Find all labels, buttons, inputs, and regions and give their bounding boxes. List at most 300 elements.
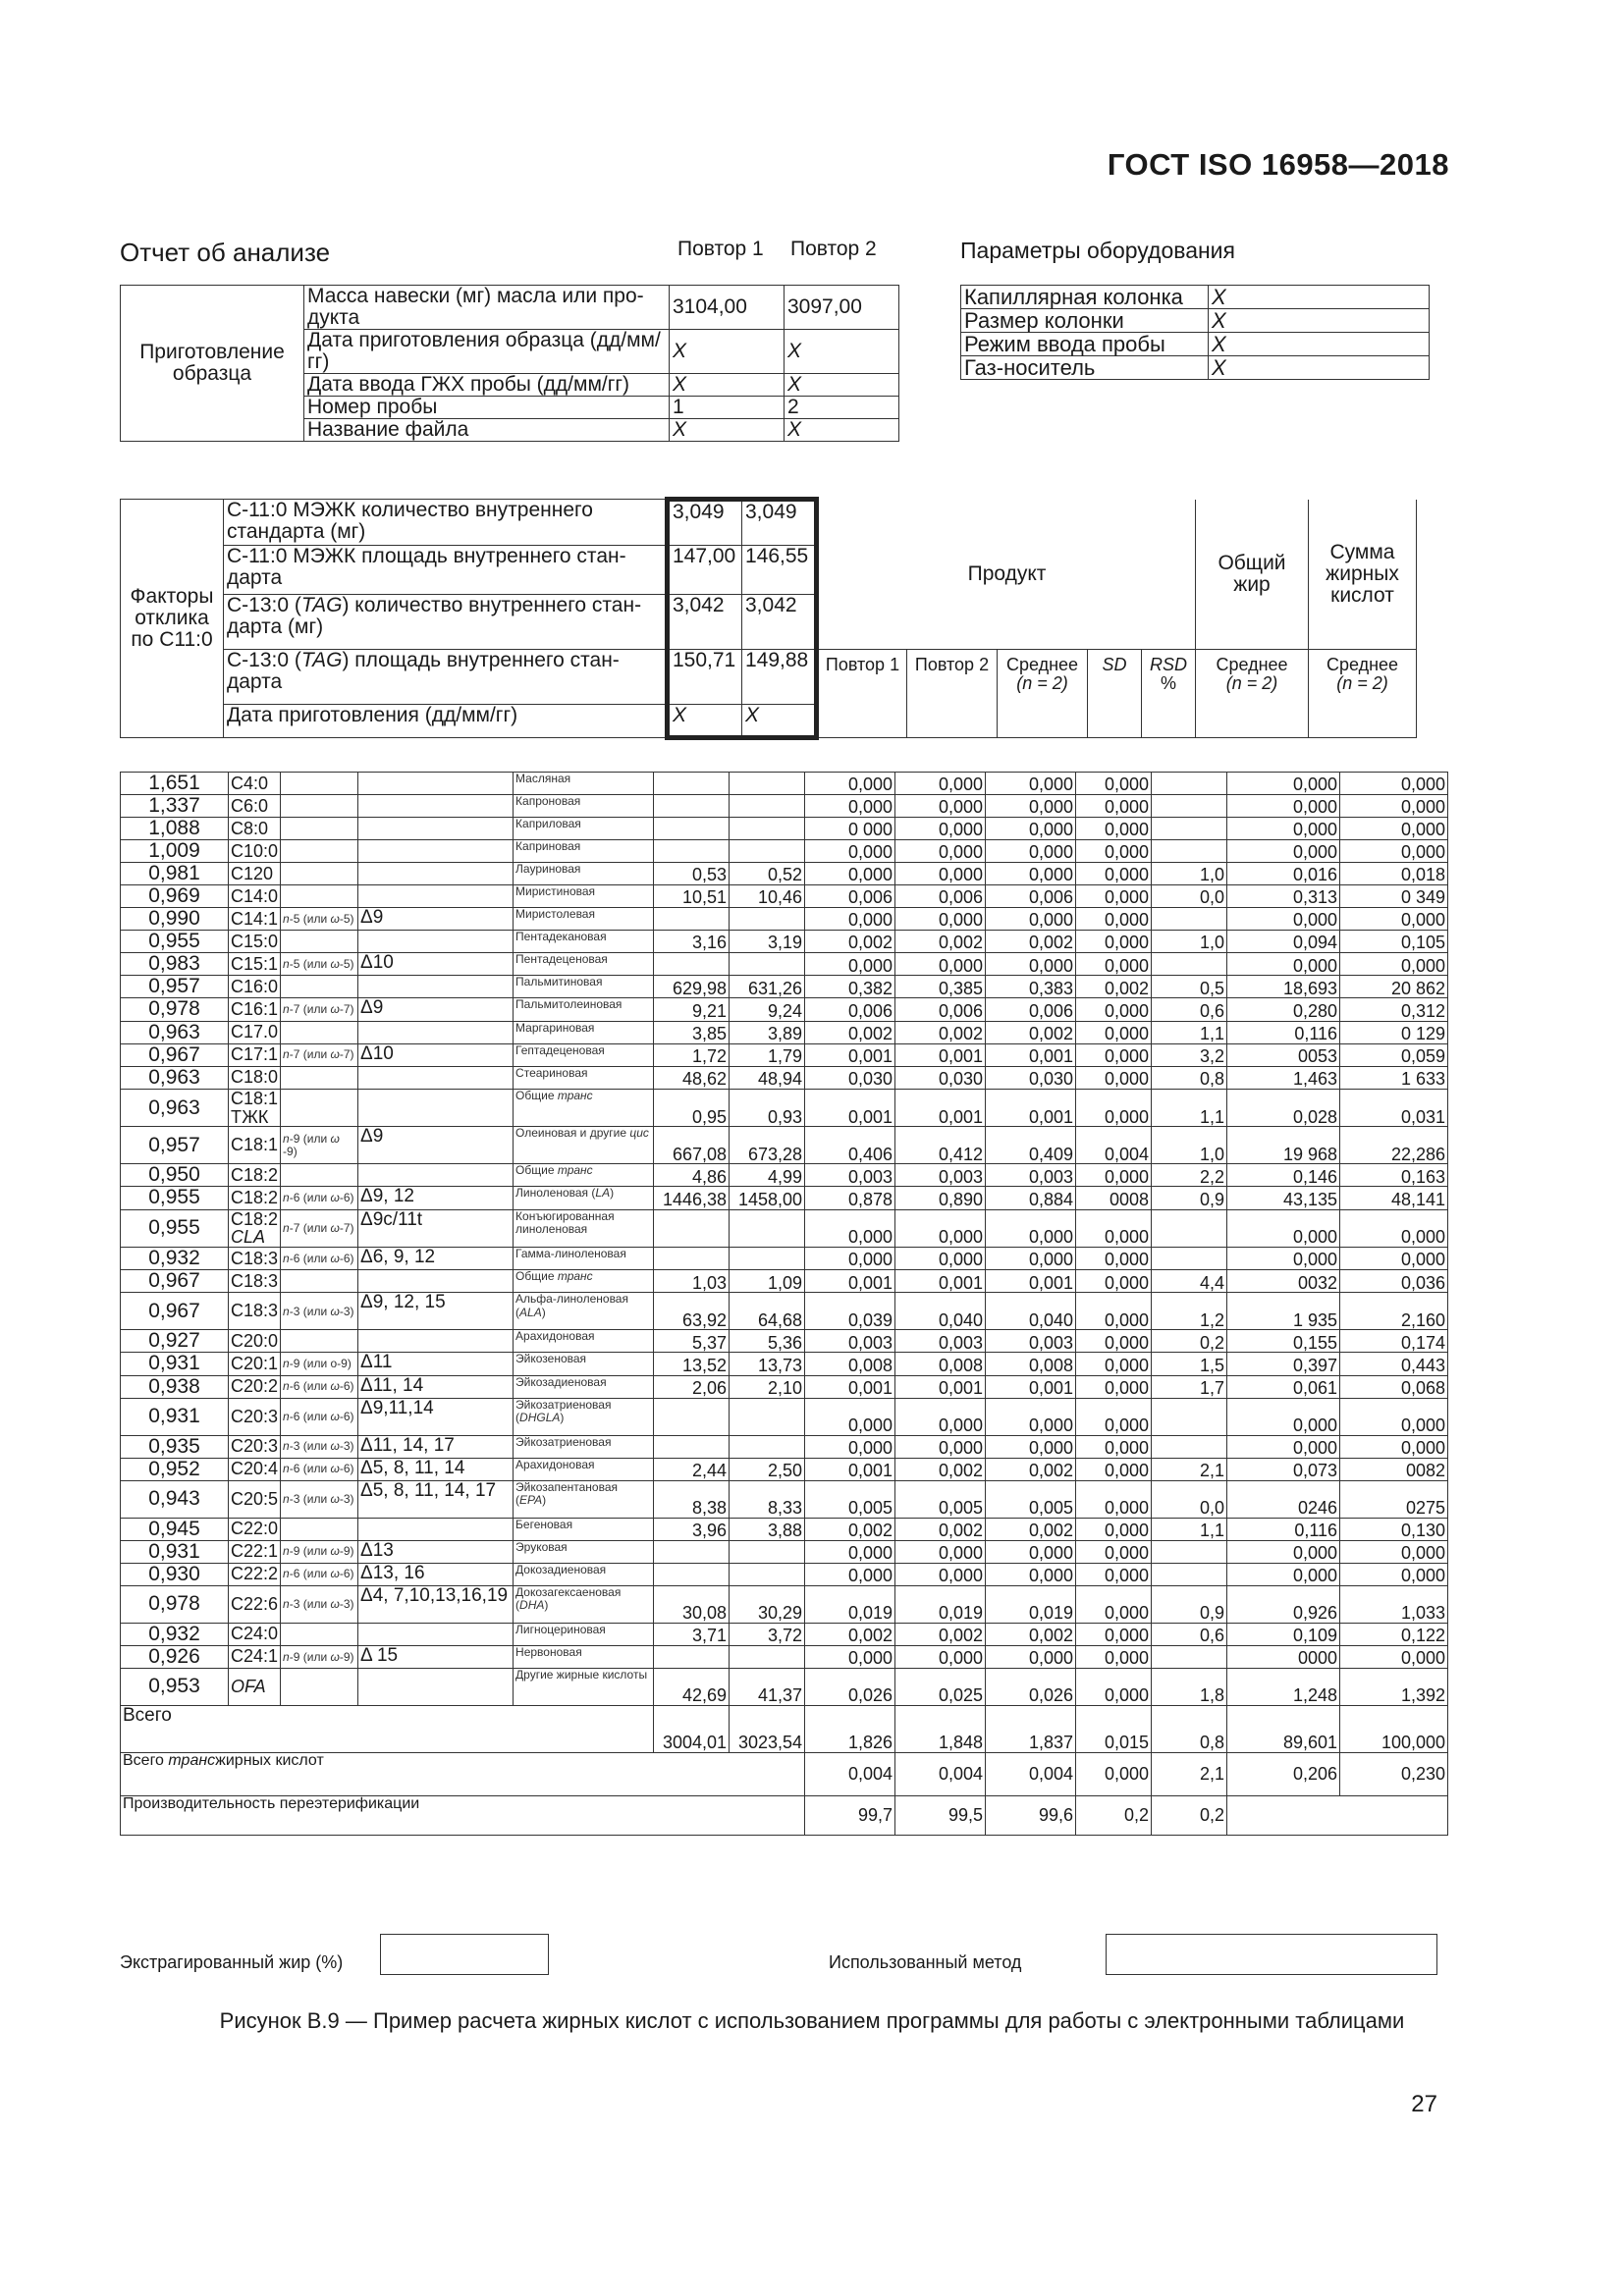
product-rep2: 0,005 [895,1480,986,1518]
total-fat-mean: 0,109 [1227,1623,1340,1645]
omega-notation: n-9 (или о-9) [281,1353,358,1375]
peak-area-rep2: 5,36 [730,1330,805,1353]
prep-value-rep1 [670,419,785,442]
product-sd: 0,000 [1076,1375,1152,1398]
trans-sd: 0,000 [1076,1752,1152,1795]
resp-value-rep1: 3,042 [668,595,742,650]
product-rsd [1152,1398,1227,1435]
prep-value-rep2 [785,330,899,374]
fatty-acid-row [121,998,1448,1021]
response-factor: 0,957 [121,1127,229,1164]
omega-notation: n-9 (или ω -9) [281,1127,358,1164]
peak-area-rep2 [730,1563,805,1585]
acid-name: Эйкозатриеновая (DHGLA) [514,1398,654,1435]
product-rep2: 0,008 [895,1353,986,1375]
prep-value: X [673,340,687,363]
product-rep2: 0,412 [895,1127,986,1164]
peak-area-rep1 [654,840,730,863]
subheader-fa-mean [1309,650,1417,738]
peak-area-rep1 [654,1540,730,1563]
product-sd: 0,000 [1076,818,1152,840]
omega-notation [281,1066,358,1089]
carbon-notation: С10:0 [229,840,281,863]
peak-area-rep1: 2,44 [654,1458,730,1480]
delta-notation: Δ5, 8, 11, 14 [358,1458,514,1480]
product-mean: 0,000 [986,953,1076,976]
carbon-notation: С6:0 [229,795,281,818]
total-fat-mean: 0,146 [1227,1164,1340,1187]
sum-fa-mean: 0,000 [1340,1540,1448,1563]
transest-rep1: 99,7 [805,1795,895,1835]
response-factor: 0,955 [121,931,229,953]
trans-rsd: 2,1 [1152,1752,1227,1795]
delta-notation [358,840,514,863]
peak-area-rep2: 0,52 [730,863,805,885]
prep-value: X [787,340,802,363]
prep-value: X [673,418,687,442]
peak-area-rep2: 631,26 [730,976,805,998]
equipment-row [961,356,1430,380]
product-rep2: 0,002 [895,1518,986,1540]
total-fat-mean: 0,116 [1227,1021,1340,1043]
peak-area-rep1: 3,16 [654,931,730,953]
product-rep2: 0,000 [895,1435,986,1458]
equipment-title: Параметры оборудования [960,238,1235,263]
fatty-acid-row [121,1480,1448,1518]
product-mean: 0,000 [986,1248,1076,1270]
omega-notation: n-7 (или ω-7) [281,1043,358,1066]
prep-value: X [673,373,687,397]
trans-rep1: 0,004 [805,1752,895,1795]
equipment-row [961,286,1430,309]
sum-fa-mean: 0,000 [1340,953,1448,976]
product-rep2: 0,001 [895,1270,986,1293]
peak-area-rep1 [654,773,730,795]
sum-fa-mean: 0,000 [1340,1645,1448,1668]
transest-rep2: 99,5 [895,1795,986,1835]
peak-area-rep1 [654,1563,730,1585]
total-fat-mean: 0,000 [1227,795,1340,818]
product-sd: 0,000 [1076,840,1152,863]
carbon-notation: С18:2 CLA [229,1209,281,1248]
equipment-value: X [1209,309,1430,333]
product-header: Продукт [817,500,1196,650]
fatty-acid-row [121,931,1448,953]
peak-area-rep1: 1446,38 [654,1187,730,1209]
total-fat-mean: 0,280 [1227,998,1340,1021]
label-part: ) площадь внутреннего стан-дарта [227,649,620,694]
omega-notation: n-6 (или ω-6) [281,1458,358,1480]
response-factor: 0,957 [121,976,229,998]
product-rep1: 0,006 [805,998,895,1021]
product-rep1: 0,002 [805,1021,895,1043]
label-part: ) количество внутреннего стан-дарта (мг) [227,594,642,639]
product-rep1: 0,000 [805,1398,895,1435]
subheader-text: Среднее [1216,655,1288,674]
fatty-acid-row [121,1585,1448,1623]
product-rep2: 0,890 [895,1187,986,1209]
product-mean: 0,000 [986,795,1076,818]
delta-notation: Δ9,11,14 [358,1398,514,1435]
peak-area-rep2 [730,773,805,795]
acid-name: Нервоновая [514,1645,654,1668]
product-sd: 0,000 [1076,1043,1152,1066]
product-sd: 0,000 [1076,1623,1152,1645]
response-factor: 1,088 [121,818,229,840]
total-fa-mean: 100,000 [1340,1705,1448,1752]
carbon-notation: С20:3 [229,1398,281,1435]
product-mean: 0,001 [986,1270,1076,1293]
total-fat-mean: 0,155 [1227,1330,1340,1353]
resp-row [121,500,1417,546]
acid-name: Бегеновая [514,1518,654,1540]
product-rep2: 0,000 [895,818,986,840]
sum-fa-mean: 48,141 [1340,1187,1448,1209]
resp-row-label [224,650,668,705]
delta-notation [358,1164,514,1187]
response-factor: 0,955 [121,1209,229,1248]
carbon-notation: С24:1 [229,1645,281,1668]
acid-name: Миристолевая [514,908,654,931]
omega-notation [281,1021,358,1043]
carbon-notation: С15:0 [229,931,281,953]
acid-name: Докозагексаеновая (DHA) [514,1585,654,1623]
product-rep1: 0,002 [805,931,895,953]
sum-fa-mean: 0 129 [1340,1021,1448,1043]
product-rsd: 1,0 [1152,1127,1227,1164]
equipment-table [960,285,1430,380]
total-area1: 3004,01 [654,1705,730,1752]
response-factor: 0,953 [121,1668,229,1705]
acid-name: Гамма-линоленовая [514,1248,654,1270]
carbon-notation: С15:1 [229,953,281,976]
product-rsd: 0,0 [1152,885,1227,908]
product-rsd [1152,1248,1227,1270]
label-part: Всего [123,1751,169,1769]
prep-value-rep2: 2 [785,397,899,419]
delta-notation: Δ11, 14 [358,1375,514,1398]
acid-name: Другие жирные кислоты [514,1668,654,1705]
acid-name: Линоленовая (LA) [514,1187,654,1209]
acid-name: Пальмитиновая [514,976,654,998]
response-factors-label: Факторы отклика по С11:0 [121,500,224,738]
product-rsd: 1,5 [1152,1353,1227,1375]
subheader-fat-mean [1196,650,1309,738]
carbon-notation: С18:2 [229,1164,281,1187]
omega-notation [281,818,358,840]
trans-total-row [121,1752,1448,1795]
product-rep1: 0,000 [805,1209,895,1248]
subheader-text: Среднее [1326,655,1399,674]
product-mean: 0,003 [986,1164,1076,1187]
total-fat-mean: 0053 [1227,1043,1340,1066]
total-label: Всего [121,1705,654,1752]
product-rep2: 0,003 [895,1330,986,1353]
acid-name: Стеариновая [514,1066,654,1089]
omega-notation [281,773,358,795]
equipment-label: Газ-носитель [961,356,1209,380]
product-rsd: 1,7 [1152,1375,1227,1398]
peak-area-rep2 [730,1540,805,1563]
fatty-acid-row [121,953,1448,976]
total-fat-mean: 0032 [1227,1270,1340,1293]
subheader-sd [1088,650,1142,738]
carbon-notation: С14:0 [229,885,281,908]
product-sd: 0,004 [1076,1127,1152,1164]
product-sd: 0,000 [1076,908,1152,931]
product-rsd: 1,0 [1152,931,1227,953]
fatty-acid-row [121,1021,1448,1043]
delta-notation [358,818,514,840]
acid-name: Общие транс [514,1089,654,1127]
sum-fa-mean: 1 633 [1340,1066,1448,1089]
carbon-notation: С22:2 [229,1563,281,1585]
omega-notation [281,1164,358,1187]
total-fat-mean: 0,000 [1227,773,1340,795]
product-mean: 0,383 [986,976,1076,998]
fatty-acid-row [121,818,1448,840]
label-part: TAG [300,594,343,616]
resp-row-label [224,595,668,650]
fatty-acid-row [121,908,1448,931]
product-sd: 0,000 [1076,1585,1152,1623]
response-factor: 0,931 [121,1353,229,1375]
delta-notation: Δ9, 12, 15 [358,1293,514,1330]
total-fat-header: Общий жир [1196,500,1309,650]
delta-notation [358,1066,514,1089]
subheader-text: (n = 2) [1336,672,1388,693]
peak-area-rep1 [654,1435,730,1458]
product-rep1: 0,002 [805,1623,895,1645]
product-rsd [1152,840,1227,863]
product-rep1: 0 000 [805,818,895,840]
total-fat-mean: 18,693 [1227,976,1340,998]
total-fat-mean: 0,000 [1227,818,1340,840]
product-rep1: 0,001 [805,1089,895,1127]
peak-area-rep2 [730,818,805,840]
peak-area-rep1 [654,1209,730,1248]
product-mean: 0,000 [986,863,1076,885]
product-rsd [1152,1645,1227,1668]
product-rep1: 0,000 [805,1540,895,1563]
delta-notation [358,885,514,908]
acid-name: Общие транс [514,1270,654,1293]
product-rsd: 3,2 [1152,1043,1227,1066]
product-rep1: 0,026 [805,1668,895,1705]
peak-area-rep1: 10,51 [654,885,730,908]
product-mean: 0,000 [986,1435,1076,1458]
total-fat-mean: 0000 [1227,1645,1340,1668]
acid-name: Лауриновая [514,863,654,885]
peak-area-rep2 [730,1435,805,1458]
resp-value-rep1: 150,71 [668,650,742,705]
response-factor: 0,963 [121,1066,229,1089]
product-sd: 0,000 [1076,1353,1152,1375]
fatty-acid-row [121,1270,1448,1293]
acid-name: Арахидоновая [514,1458,654,1480]
acid-name: Арахидоновая [514,1330,654,1353]
acid-name: Эйкозатриеновая [514,1435,654,1458]
product-sd: 0,000 [1076,1021,1152,1043]
sum-fa-mean: 0,443 [1340,1353,1448,1375]
fatty-acid-row [121,1330,1448,1353]
product-mean: 0,001 [986,1043,1076,1066]
peak-area-rep1: 0,53 [654,863,730,885]
equipment-value: X [1209,333,1430,356]
product-mean: 0,002 [986,1021,1076,1043]
product-sd: 0,000 [1076,953,1152,976]
label-part: транс [168,1751,216,1769]
delta-notation: Δ9c/11t [358,1209,514,1248]
product-rep2: 0,000 [895,908,986,931]
response-factor: 0,967 [121,1043,229,1066]
omega-notation: n-3 (или ω-3) [281,1480,358,1518]
fatty-acid-row [121,1623,1448,1645]
product-rep1: 0,001 [805,1375,895,1398]
fatty-acid-row [121,1353,1448,1375]
delta-notation: Δ10 [358,953,514,976]
product-mean: 0,409 [986,1127,1076,1164]
resp-value-rep2: 3,042 [742,595,817,650]
product-mean: 0,008 [986,1353,1076,1375]
response-factors-table [120,497,1417,740]
omega-notation: n-9 (или ω-9) [281,1540,358,1563]
product-rep1: 0,000 [805,1563,895,1585]
total-fat-mean: 0,000 [1227,1563,1340,1585]
peak-area-rep1: 5,37 [654,1330,730,1353]
product-rep1: 0,382 [805,976,895,998]
product-rep1: 0,878 [805,1187,895,1209]
fatty-acid-row [121,840,1448,863]
sum-fa-mean: 0,000 [1340,818,1448,840]
delta-notation [358,1270,514,1293]
resp-value-rep1: 147,00 [668,546,742,595]
fatty-acid-row [121,1540,1448,1563]
sum-fa-mean: 0,059 [1340,1043,1448,1066]
product-rep2: 0,040 [895,1293,986,1330]
equipment-row [961,333,1430,356]
omega-notation [281,863,358,885]
product-sd: 0,000 [1076,1398,1152,1435]
product-rsd [1152,1435,1227,1458]
product-rep1: 0,030 [805,1066,895,1089]
omega-notation: n-3 (или ω-3) [281,1435,358,1458]
response-factor: 0,932 [121,1248,229,1270]
fatty-acid-row [121,1563,1448,1585]
peak-area-rep1: 3,96 [654,1518,730,1540]
peak-area-rep1 [654,1398,730,1435]
report-title: Отчет об анализе [120,238,331,267]
peak-area-rep1 [654,908,730,931]
product-rep2: 0,000 [895,953,986,976]
peak-area-rep2: 41,37 [730,1668,805,1705]
product-rsd: 1,1 [1152,1518,1227,1540]
response-factor: 0,981 [121,863,229,885]
sum-fa-mean: 0,130 [1340,1518,1448,1540]
product-rsd: 4,4 [1152,1270,1227,1293]
total-fat-mean: 1 935 [1227,1293,1340,1330]
product-mean: 0,026 [986,1668,1076,1705]
product-mean: 0,000 [986,1540,1076,1563]
product-rep1: 0,406 [805,1127,895,1164]
prep-value: X [787,373,802,397]
product-mean: 0,000 [986,773,1076,795]
peak-area-rep2: 1,79 [730,1043,805,1066]
peak-area-rep1: 2,06 [654,1375,730,1398]
product-rep2: 0,000 [895,1563,986,1585]
peak-area-rep2: 3,88 [730,1518,805,1540]
peak-area-rep2: 2,10 [730,1375,805,1398]
product-rep2: 0,000 [895,1209,986,1248]
delta-notation [358,1089,514,1127]
product-rep1: 0,001 [805,1458,895,1480]
product-rsd [1152,795,1227,818]
label-part: TAG [300,649,343,671]
sum-fa-mean: 0,000 [1340,1435,1448,1458]
carbon-notation: С20:3 [229,1435,281,1458]
method-field[interactable] [1106,1934,1437,1975]
sum-fa-mean: 0,000 [1340,840,1448,863]
total-rsd: 0,8 [1152,1705,1227,1752]
subheader-text: Среднее [1005,655,1079,674]
acid-name: Общие транс [514,1164,654,1187]
product-rsd: 1,1 [1152,1021,1227,1043]
sum-fatty-acids-header: Сумма жирных кислот [1309,500,1417,650]
sum-fa-mean: 0,000 [1340,773,1448,795]
transest-mean: 99,6 [986,1795,1076,1835]
response-factor: 0,963 [121,1021,229,1043]
sum-fa-mean: 0,174 [1340,1330,1448,1353]
peak-area-rep1: 1,03 [654,1270,730,1293]
product-mean: 0,001 [986,1375,1076,1398]
delta-notation: Δ 15 [358,1645,514,1668]
total-fat-mean: 0,000 [1227,1248,1340,1270]
response-factor: 0,990 [121,908,229,931]
fatty-acid-row [121,863,1448,885]
acid-name: Олеиновая и другие цис [514,1127,654,1164]
sum-fa-mean: 0,000 [1340,1563,1448,1585]
product-mean: 0,884 [986,1187,1076,1209]
response-factor: 0,945 [121,1518,229,1540]
delta-notation: Δ5, 8, 11, 14, 17 [358,1480,514,1518]
total-rep2: 1,848 [895,1705,986,1752]
product-mean: 0,002 [986,1458,1076,1480]
acid-name: Каприловая [514,818,654,840]
delta-notation [358,773,514,795]
product-rep1: 0,039 [805,1293,895,1330]
figure-caption [0,2006,1624,2036]
product-mean: 0,002 [986,1623,1076,1645]
equipment-value: X [1209,356,1430,380]
replicate1-heading: Повтор 1 [677,238,764,260]
product-mean: 0,000 [986,1209,1076,1248]
omega-notation: n-9 (или ω-9) [281,1645,358,1668]
product-rep1: 0,006 [805,885,895,908]
extracted-fat-field[interactable] [380,1934,549,1975]
fatty-acid-row [121,1043,1448,1066]
delta-notation [358,931,514,953]
omega-notation: n-3 (или ω-3) [281,1293,358,1330]
response-factor: 0,926 [121,1645,229,1668]
carbon-notation: С120 [229,863,281,885]
product-sd: 0,000 [1076,773,1152,795]
omega-notation [281,840,358,863]
product-rep1: 0,008 [805,1353,895,1375]
sample-prep-table [120,285,899,442]
product-sd: 0,000 [1076,1518,1152,1540]
acid-name: Миристиновая [514,885,654,908]
sum-fa-mean: 0,018 [1340,863,1448,885]
